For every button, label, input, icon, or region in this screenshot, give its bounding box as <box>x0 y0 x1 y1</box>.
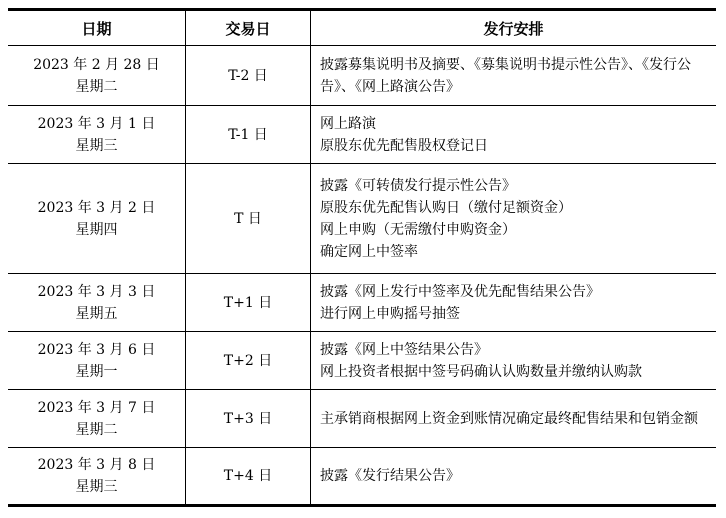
arrangement-item: 披露《可转债发行提示性公告》 <box>320 177 516 194</box>
trading-day-cell: T+3 日 <box>186 390 311 448</box>
table-row <box>8 332 716 390</box>
header-date: 日期 <box>8 10 186 46</box>
date-cell <box>8 164 186 274</box>
arrangement-item: 披露《发行结果公告》 <box>320 468 460 484</box>
arrangement-item: 确定网上中签率 <box>320 243 418 260</box>
table-row <box>8 46 716 106</box>
date-cell <box>8 46 186 106</box>
arrangement-item: 披露募集说明书及摘要、《募集说明书提示性公告》、《发行公告》、《网上路演公告》 <box>320 56 691 95</box>
arrangement-item: 主承销商根据网上资金到账情况确定最终配售结果和包销金额 <box>320 410 698 427</box>
weekday: 星期五 <box>75 305 118 322</box>
date: 2023 年 3 月 7 日 <box>37 399 156 416</box>
weekday: 星期三 <box>75 479 118 495</box>
arrangement-item: 原股东优先配售股权登记日 <box>320 137 488 154</box>
date: 2023 年 2 月 28 日 <box>33 56 160 73</box>
table-row <box>8 390 716 448</box>
trading-day-cell: T 日 <box>186 164 311 274</box>
header-trading-day: 交易日 <box>186 10 311 46</box>
date: 2023 年 3 月 6 日 <box>37 341 156 358</box>
arrangement-cell <box>311 332 717 390</box>
date: 2023 年 3 月 3 日 <box>37 283 156 300</box>
arrangement-cell <box>311 46 717 106</box>
table-row <box>8 274 716 332</box>
weekday: 星期四 <box>75 221 118 238</box>
arrangement-cell <box>311 448 717 506</box>
arrangement-item: 进行网上申购摇号抽签 <box>320 305 460 322</box>
date-cell <box>8 332 186 390</box>
arrangement-item: 网上投资者根据中签号码确认认购数量并缴纳认购款 <box>320 363 642 380</box>
table-row <box>8 164 716 274</box>
date-cell <box>8 274 186 332</box>
weekday: 星期二 <box>75 78 118 95</box>
trading-day-cell: T+4 日 <box>186 448 311 506</box>
table-header-row <box>8 10 716 46</box>
trading-day-cell: T+1 日 <box>186 274 311 332</box>
arrangement-item: 披露《网上中签结果公告》 <box>320 341 488 358</box>
date: 2023 年 3 月 1 日 <box>37 115 156 132</box>
date: 2023 年 3 月 8 日 <box>37 457 156 473</box>
arrangement-item: 披露《网上发行中签率及优先配售结果公告》 <box>320 283 600 300</box>
date-cell <box>8 448 186 506</box>
arrangement-cell <box>311 164 717 274</box>
trading-day-cell: T-1 日 <box>186 106 311 164</box>
date-cell <box>8 390 186 448</box>
trading-day-cell: T-2 日 <box>186 46 311 106</box>
arrangement-cell <box>311 274 717 332</box>
arrangement-item: 网上路演 <box>320 115 376 132</box>
date-cell <box>8 106 186 164</box>
arrangement-item: 网上申购（无需缴付申购资金） <box>320 221 516 238</box>
issuance-schedule-table <box>8 8 716 507</box>
weekday: 星期二 <box>75 421 118 438</box>
trading-day-cell: T+2 日 <box>186 332 311 390</box>
table-row <box>8 106 716 164</box>
date: 2023 年 3 月 2 日 <box>37 199 156 216</box>
arrangement-cell <box>311 106 717 164</box>
header-arrangement: 发行安排 <box>311 10 717 46</box>
arrangement-cell <box>311 390 717 448</box>
arrangement-item: 原股东优先配售认购日（缴付足额资金） <box>320 199 572 216</box>
table-row <box>8 448 716 506</box>
weekday: 星期一 <box>75 363 118 380</box>
weekday: 星期三 <box>75 137 118 154</box>
